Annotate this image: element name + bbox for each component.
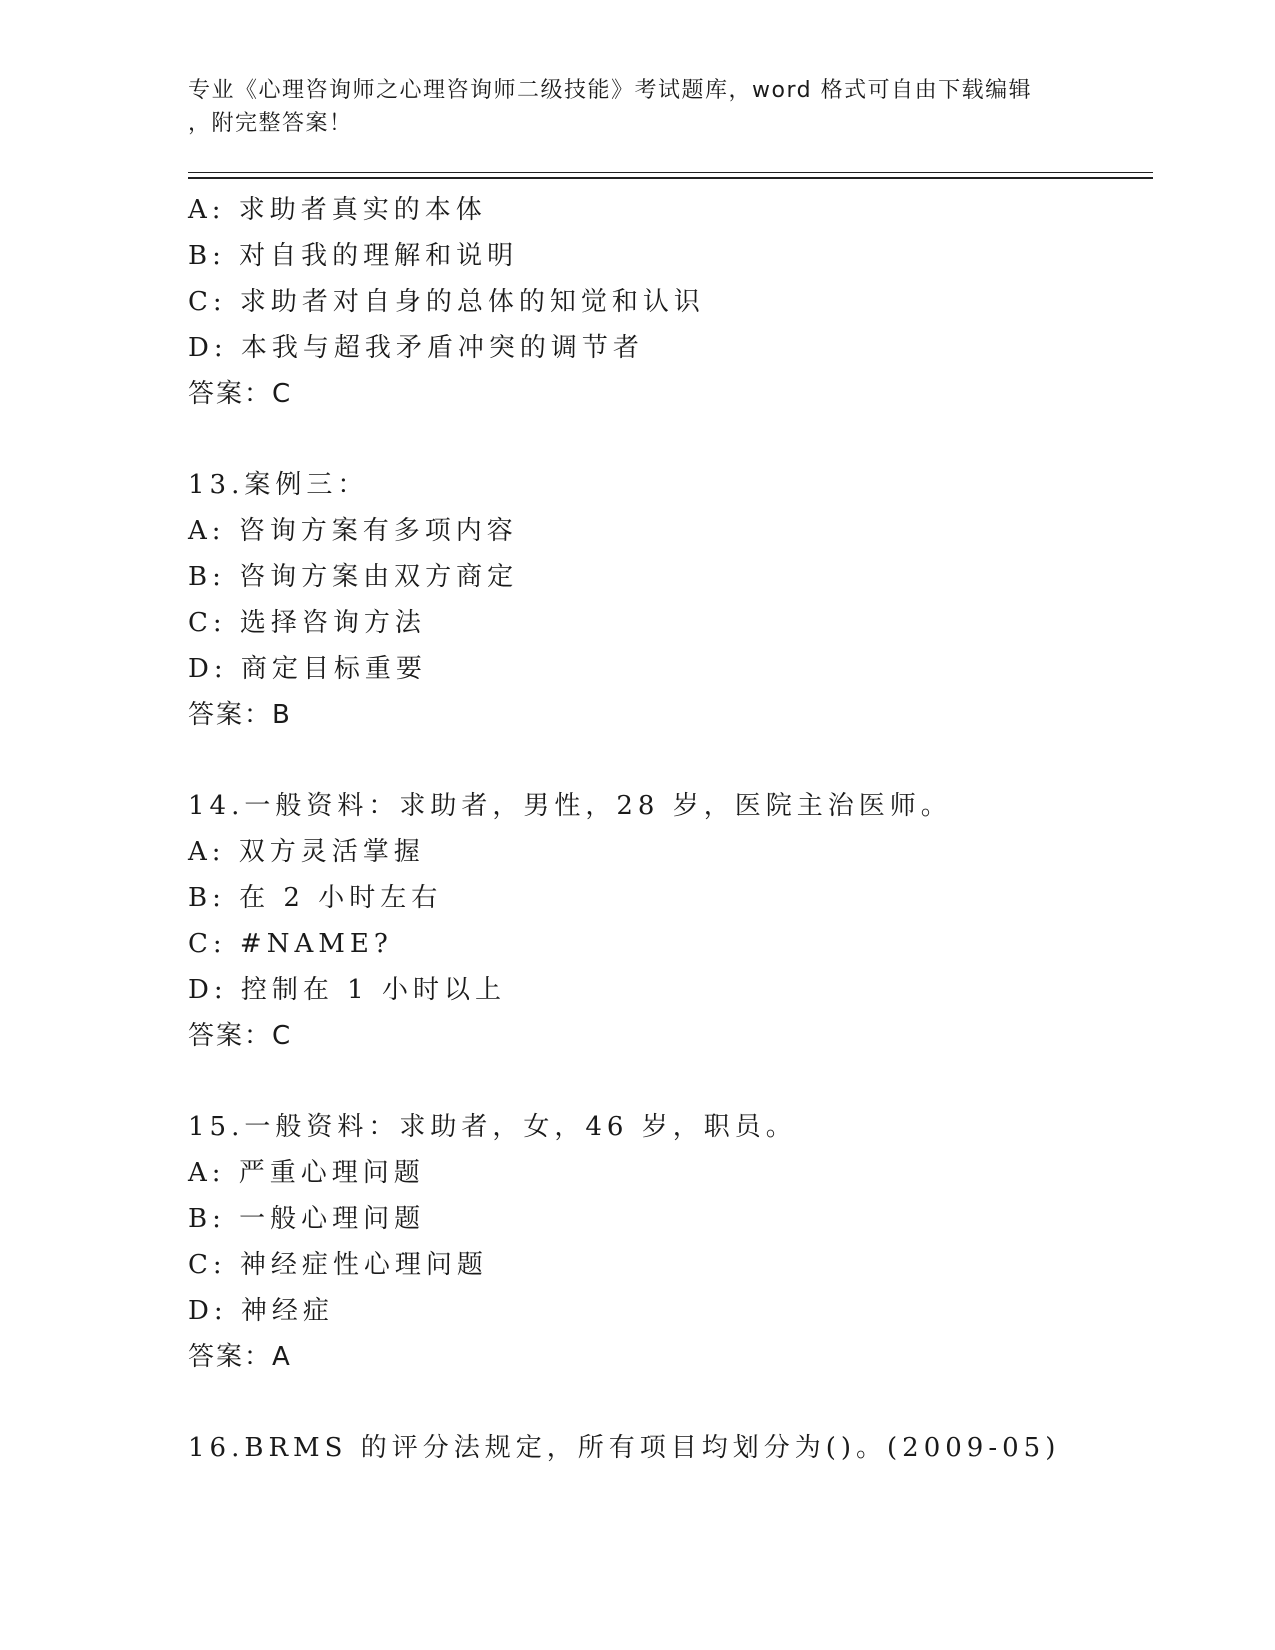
answer-line: 答案：C <box>188 379 293 409</box>
question-title: 14.一般资料：求助者，男性，28 岁，医院主治医师。 <box>188 791 952 821</box>
answer-line: 答案：A <box>188 1342 292 1372</box>
header-line-2: ，附完整答案！ <box>188 111 353 136</box>
option-c: C: #NAME? <box>188 929 393 959</box>
question-list <box>188 187 1148 1471</box>
option-a: A: 双方灵活掌握 <box>188 837 425 867</box>
answer-line: 答案：B <box>188 700 292 730</box>
option-d: D: 神经症 <box>188 1296 334 1326</box>
option-c: C: 选择咨询方法 <box>188 608 426 638</box>
option-b: B: 对自我的理解和说明 <box>188 241 519 271</box>
option-a: A: 求助者真实的本体 <box>188 195 487 225</box>
question-title: 15.一般资料：求助者，女，46 岁，职员。 <box>188 1112 797 1142</box>
option-d: D: 控制在 1 小时以上 <box>188 975 506 1005</box>
question-block-15 <box>188 1104 1148 1380</box>
option-b: B: 在 2 小时左右 <box>188 883 443 913</box>
option-a: A: 咨询方案有多项内容 <box>188 516 518 546</box>
question-block-14 <box>188 783 1148 1059</box>
header-divider-thick <box>188 177 1153 179</box>
question-block-16 <box>188 1425 1148 1471</box>
question-title: 13.案例三： <box>188 470 369 500</box>
header-divider-thin <box>188 172 1153 173</box>
option-c: C: 求助者对自身的总体的知觉和认识 <box>188 287 705 317</box>
header-line-1: 专业《心理咨询师之心理咨询师二级技能》考试题库，word 格式可自由下载编辑 <box>188 78 1033 103</box>
option-b: B: 咨询方案由双方商定 <box>188 562 519 592</box>
question-block-12 <box>188 187 1148 417</box>
question-block-13 <box>188 462 1148 738</box>
option-d: D: 本我与超我矛盾冲突的调节者 <box>188 333 644 363</box>
answer-line: 答案：C <box>188 1021 293 1051</box>
option-d: D: 商定目标重要 <box>188 654 427 684</box>
option-b: B: 一般心理问题 <box>188 1204 426 1234</box>
document-header <box>188 74 1068 140</box>
option-a: A: 严重心理问题 <box>188 1158 425 1188</box>
question-title: 16.BRMS 的评分法规定，所有项目均划分为()。(2009-05) <box>188 1433 1061 1463</box>
option-c: C: 神经症性心理问题 <box>188 1250 488 1280</box>
